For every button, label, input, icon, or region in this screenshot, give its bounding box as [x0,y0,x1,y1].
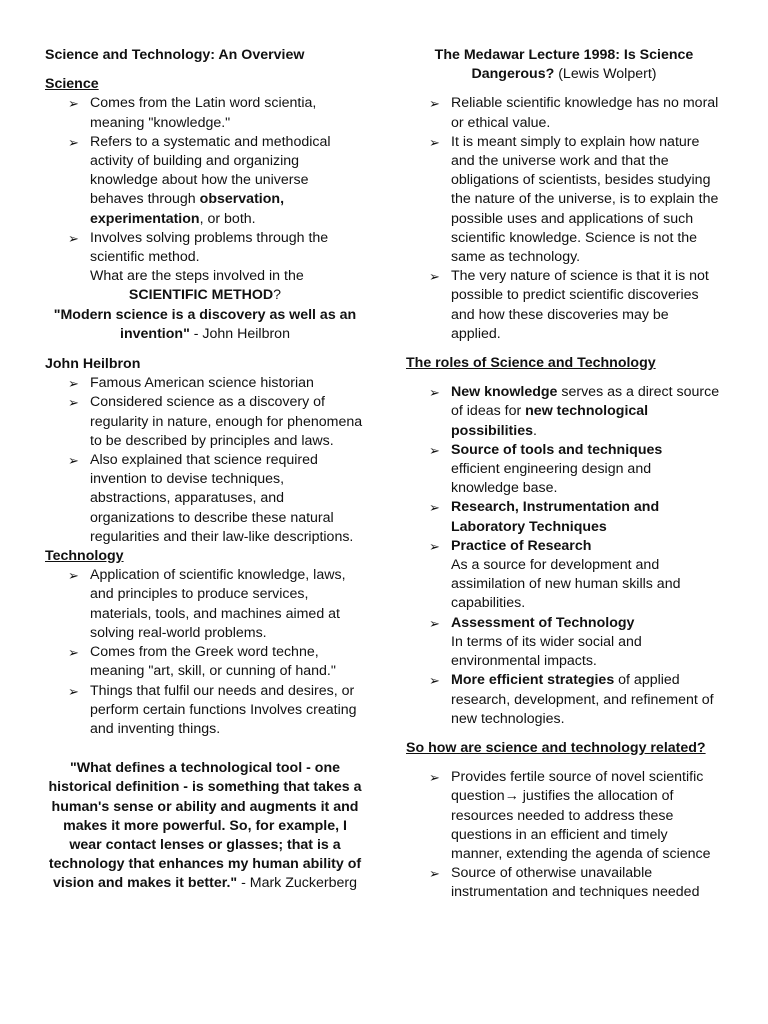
bullet-bold-text: New knowledge [451,384,558,401]
scientific-method-text: SCIENTIFIC METHOD [128,287,274,304]
list-item [406,768,722,864]
arrow-bullet-icon: ➢ [429,866,440,882]
arrow-bullet-icon: ➢ [68,568,79,584]
arrow-bullet-icon: ➢ [429,385,440,401]
arrow-bullet-icon: ➢ [68,134,79,150]
list-item [45,94,365,132]
arrow-bullet-icon: ➢ [68,453,79,469]
bullet-bold-text: More efficient strategies [451,672,615,689]
bullet-text: Things that fulfil our needs and desires, or perform certain functions Involves creating and inventing things. [90,682,357,737]
bullet-text: Refers to a systematic and methodical activity of building and organizing knowledge about how the universe behaves through [90,133,331,208]
list-item [406,94,722,132]
heilbron-heading: John Heilbron [45,356,141,373]
science-list [45,94,365,267]
bullet-text: Source of otherwise unavailable instrumentation and techniques needed [451,865,700,901]
list-item [406,133,722,267]
bullet-text: Reliable scientific knowledge has no moral or ethical value. [451,95,719,131]
list-item [406,383,722,441]
list-item [406,537,722,614]
bullet-text: It is meant simply to explain how nature and the universe work and that the obligations of scientists, besides studying the nature of the universe, is to explain the possible uses and applications of such scientific knowledge. Science is not the same as technology. [451,133,719,266]
right-column [406,46,722,903]
medawar-author: (Lewis Wolpert) [554,66,657,83]
bullet-text: Famous American science historian [90,375,314,392]
list-item [45,229,365,267]
document-title: Science and Technology: An Overview [45,47,305,63]
list-item [45,393,365,451]
bullet-text: Provides fertile source of novel scientific question→ justifies the allocation of resources needed to address these questions in an efficient and timely manner, extending the agenda of science [451,769,711,862]
zuckerberg-quote [45,759,365,893]
list-item [45,133,365,229]
technology-heading: Technology [45,548,124,565]
quote-author: - Mark Zuckerberg [237,875,357,892]
arrow-bullet-icon: ➢ [429,269,440,285]
related-list [406,768,722,902]
list-item [406,864,722,902]
arrow-bullet-icon: ➢ [429,615,440,631]
medawar-list [406,94,722,344]
list-item [45,682,365,740]
bullet-bold-text: Assessment of Technology [451,614,635,631]
bullet-bold-text: Source of tools and techniques [451,441,663,458]
steps-line [45,286,365,305]
arrow-bullet-icon: ➢ [429,538,440,554]
arrow-bullet-icon: ➢ [429,134,440,150]
bullet-text: , or both. [199,210,256,227]
bullet-text: Considered science as a discovery of regularity in nature, enough for phenomena to be described by principles and laws. [90,394,363,449]
arrow-bullet-icon: ➢ [68,376,79,392]
list-item [45,374,365,393]
list-item [406,671,722,729]
heilbron-quote [45,306,365,344]
bullet-subtext: As a source for development and assimilation of new human skills and capabilities. [451,557,681,612]
arrow-bullet-icon: ➢ [429,442,440,458]
heilbron-list [45,374,365,547]
bullet-text: Comes from the Greek word techne, meaning "art, skill, or cunning of hand." [90,644,336,680]
science-heading: Science [45,76,99,93]
technology-list [45,566,365,739]
bullet-bold-text: observation, experimentation [90,191,285,227]
arrow-bullet-icon: ➢ [68,230,79,246]
bullet-text: The very nature of science is that it is not possible to predict scientific discoveries and how these discoveries may be applied. [451,268,709,342]
list-item [406,614,722,672]
bullet-text: of applied research, development, and refinement of new technologies. [451,672,714,727]
roles-list [406,383,722,729]
question-mark: ? [273,287,282,304]
arrow-bullet-icon: ➢ [429,673,440,689]
arrow-bullet-icon: ➢ [68,395,79,411]
list-item [406,267,722,344]
quote-text: "What defines a technological tool - one historical definition - is something that takes a human's sense or ability and augments it and makes it more powerful. So, for example, I wear contact lenses or glasses; that is a technology that enhances my human ability of vision and makes it better." [48,760,362,892]
arrow-bullet-icon: ➢ [68,683,79,699]
list-item [406,441,722,499]
medawar-title [406,46,722,84]
related-heading: So how are science and technology related? [406,739,706,756]
list-item [45,566,365,643]
arrow-bullet-icon: ➢ [68,96,79,112]
bullet-bold-text: new technological possibilities [451,403,649,439]
bullet-bold-text: Practice of Research [451,537,592,554]
bullet-bold-text: Research, Instrumentation and Laboratory Techniques [451,499,660,535]
bullet-text: Involves solving problems through the scientific method. [90,229,329,266]
arrow-bullet-icon: ➢ [68,645,79,661]
bullet-subtext: efficient engineering design and knowledge base. [451,461,652,497]
medawar-title-text: The Medawar Lecture 1998: Is Science Dangerous? [434,47,694,83]
steps-question: What are the steps involved in the [90,268,304,285]
list-item [406,498,722,536]
bullet-text: Also explained that science required invention to devise techniques, abstractions, apparatuses, and organizations to describe these natural regularities and their law-like descriptions. [90,452,354,545]
list-item [45,643,365,681]
arrow-bullet-icon: ➢ [429,96,440,112]
roles-heading: The roles of Science and Technology [406,355,656,372]
bullet-subtext: In terms of its wider social and environmental impacts. [451,633,642,670]
list-item [45,451,365,547]
arrow-bullet-icon: ➢ [429,500,440,516]
bullet-text: Comes from the Latin word scientia, meaning "knowledge." [90,95,317,131]
left-column [45,46,365,894]
bullet-text: serves as a direct source of ideas for [451,384,720,420]
quote-text: "Modern science is a discovery as well as an invention" [53,306,357,342]
quote-author: - John Heilbron [189,325,290,342]
bullet-text: . [533,422,537,439]
arrow-bullet-icon: ➢ [429,770,440,786]
bullet-text: Application of scientific knowledge, laws, and principles to produce services, materials, tools, and machines aimed at solving real-world problems. [90,567,346,641]
